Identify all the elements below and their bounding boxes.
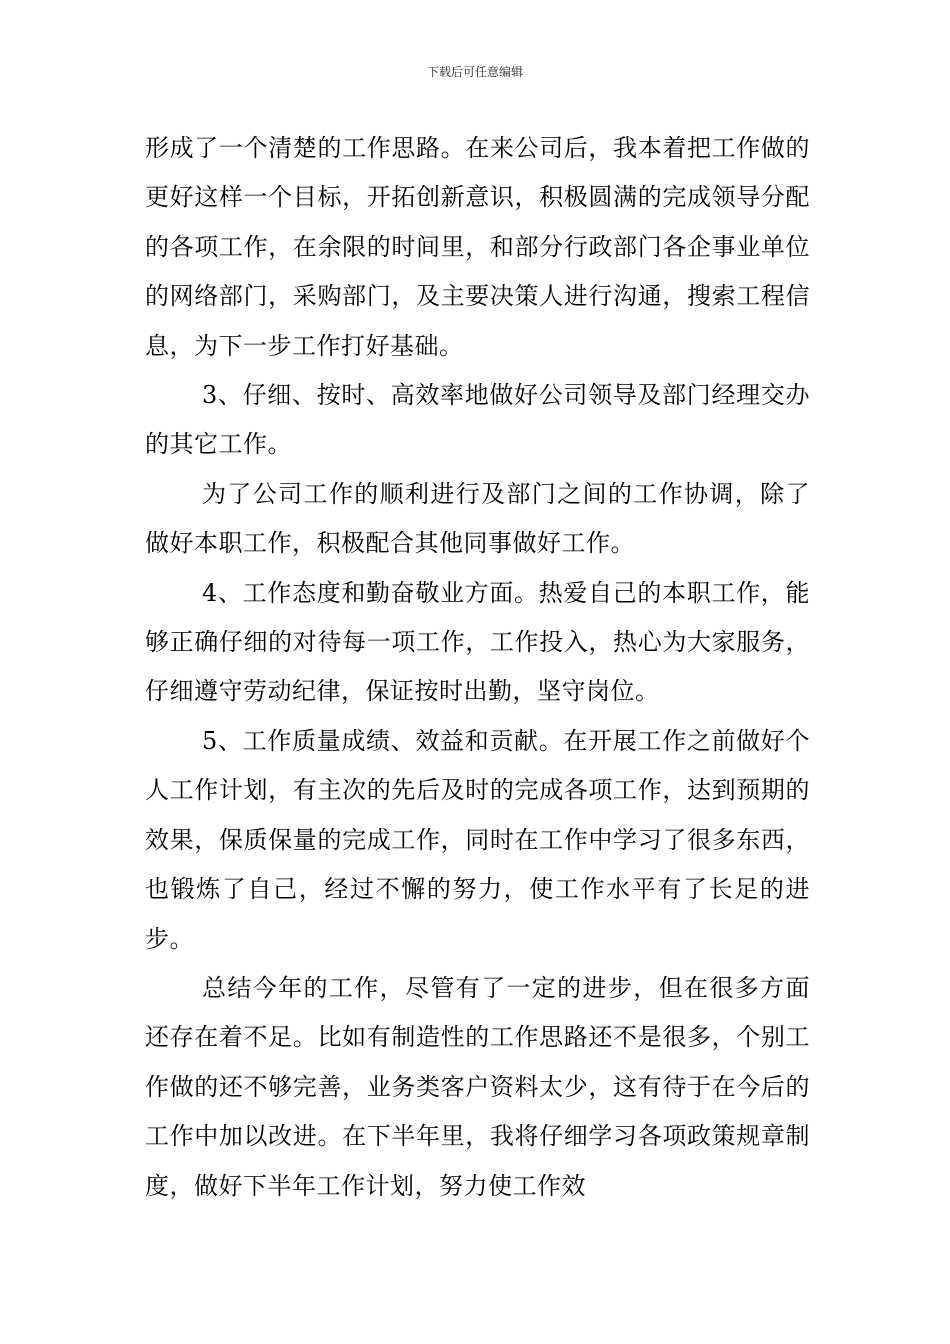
paragraph-continuation: 形成了一个清楚的工作思路。在来公司后，我本着把工作做的更好这样一个目标，开拓创新意识，积极圆满的完成领导分配的各项工作，在余限的时间里，和部分行政部门各企事业单位的网络部门，采购部门，及主要决策人进行沟通，搜索工程信息，为下一步工作打好基础。 (145, 134, 810, 360)
paragraph-item-5: 5、工作质量成绩、效益和贡献。在开展工作之前做好个人工作计划，有主次的先后及时的完成各项工作，达到预期的效果，保质保量的完成工作，同时在工作中学习了很多东西，也锻炼了自己，经过不懈的努力，使工作水平有了长足的进步。 (145, 726, 810, 953)
paragraph-item-3: 3、仔细、按时、高效率地做好公司领导及部门经理交办的其它工作。 (145, 381, 810, 459)
document-body (145, 124, 810, 1211)
paragraph-cooperation: 为了公司工作的顺利进行及部门之间的工作协调，除了做好本职工作，积极配合其他同事做好工作。 (145, 479, 810, 558)
page-header-note: 下载后可任意编辑 (426, 65, 523, 79)
paragraph-item-4: 4、工作态度和勤奋敬业方面。热爱自己的本职工作，能够正确仔细的对待每一项工作，工作投入，热心为大家服务，仔细遵守劳动纪律，保证按时出勤，坚守岗位。 (145, 578, 810, 706)
paragraph-summary: 总结今年的工作，尽管有了一定的进步，但在很多方面还存在着不足。比如有制造性的工作思路还不是很多，个别工作做的还不够完善，业务类客户资料太少，这有待于在今后的工作中加以改进。在下半年里，我将仔细学习各项政策规章制度，做好下半年工作计划，努力使工作效 (145, 973, 810, 1200)
